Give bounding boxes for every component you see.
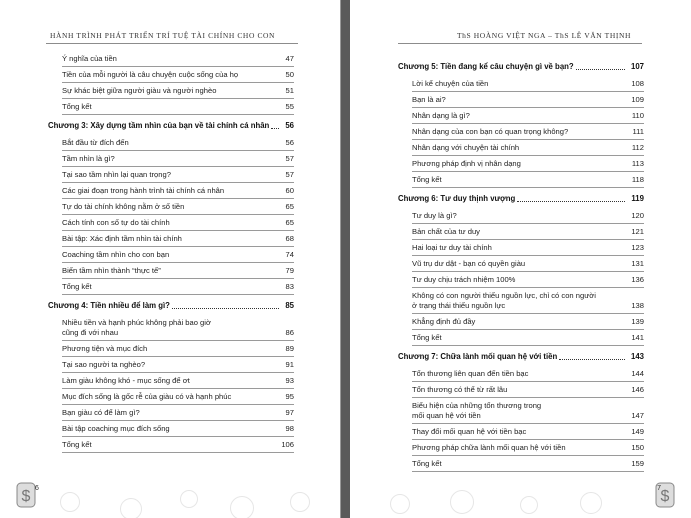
toc-item xyxy=(412,440,644,456)
item-title-cont: cũng đi với nhau xyxy=(62,328,119,337)
right-page xyxy=(350,0,691,518)
item-title: Tự do tài chính không nằm ở số tiền xyxy=(62,202,185,211)
chapter-page: 85 xyxy=(285,301,294,310)
dollar-badge-icon xyxy=(16,482,36,508)
item-title: Sự khác biệt giữa người giàu và người nghèo xyxy=(62,86,217,95)
item-title: Nhiều tiền và hạnh phúc không phải bao giờ xyxy=(62,318,211,327)
toc-chapter xyxy=(48,115,294,135)
item-title: Tổng kết xyxy=(62,102,92,111)
item-page: 113 xyxy=(631,159,644,168)
item-title: Các giai đoạn trong hành trình tài chính cá nhân xyxy=(62,186,225,195)
item-title: Tư duy là gì? xyxy=(412,211,457,220)
left-page xyxy=(0,0,341,518)
item-title: Hai loại tư duy tài chính xyxy=(412,243,492,252)
toc-item xyxy=(62,421,294,437)
toc-item xyxy=(412,272,644,288)
item-title: Nhân dạng là gì? xyxy=(412,111,470,120)
item-title: Phương pháp định vị nhân dạng xyxy=(412,159,521,168)
chapter-title: Chương 7: Chữa lành mối quan hệ với tiền xyxy=(398,352,558,361)
item-page: 141 xyxy=(631,333,644,342)
item-page: 150 xyxy=(631,443,644,452)
item-title: Tầm nhìn là gì? xyxy=(62,154,115,163)
toc-item xyxy=(62,167,294,183)
toc-item xyxy=(62,231,294,247)
item-title: Tổn thương có thể từ rất lâu xyxy=(412,385,508,394)
toc-item xyxy=(412,156,644,172)
item-page: 159 xyxy=(631,459,644,468)
item-title: Không có con người thiếu nguồn lực, chỉ có con người xyxy=(412,291,596,300)
item-title: Tổng kết xyxy=(412,175,442,184)
item-title: Tổng kết xyxy=(62,282,92,291)
toc-item xyxy=(412,240,644,256)
item-page: 93 xyxy=(285,376,294,385)
toc-item xyxy=(62,389,294,405)
item-title: Tiền của mỗi người là câu chuyện cuộc sống của họ xyxy=(62,70,239,79)
toc-item xyxy=(62,67,294,83)
coin-decoration xyxy=(0,478,340,518)
leader-dots xyxy=(576,69,625,70)
item-title: Biến tầm nhìn thành “thực tế” xyxy=(62,266,161,275)
chapter-page: 143 xyxy=(630,352,644,361)
item-title: Bạn giàu có để làm gì? xyxy=(62,408,140,417)
item-page: 79 xyxy=(285,266,294,275)
toc-item xyxy=(412,382,644,398)
item-page: 131 xyxy=(631,259,644,268)
toc-item xyxy=(412,256,644,272)
toc-chapter xyxy=(398,346,644,366)
item-page: 149 xyxy=(631,427,644,436)
toc-item xyxy=(412,224,644,240)
table-of-contents xyxy=(48,51,294,453)
item-page: 110 xyxy=(631,111,644,120)
toc-item xyxy=(412,398,644,424)
chapter-title: Chương 4: Tiền nhiều để làm gì? xyxy=(48,301,170,310)
item-title: Làm giàu không khó - mục sống để ơt xyxy=(62,376,190,385)
item-title: Tại sao người ta nghèo? xyxy=(62,360,146,369)
toc-item xyxy=(412,314,644,330)
toc-item xyxy=(412,124,644,140)
item-page: 118 xyxy=(631,175,644,184)
svg-text:$: $ xyxy=(21,488,31,505)
item-page: 65 xyxy=(285,202,294,211)
toc-item xyxy=(412,424,644,440)
toc-item xyxy=(62,99,294,115)
toc-item xyxy=(62,151,294,167)
item-title: Khẳng định đủ đầy xyxy=(412,317,476,326)
item-page: 60 xyxy=(285,186,294,195)
toc-item xyxy=(62,357,294,373)
toc-chapter xyxy=(398,56,644,76)
item-page: 139 xyxy=(631,317,644,326)
item-page: 121 xyxy=(631,227,644,236)
item-title: Vũ trụ dư dật - bạn có quyền giàu xyxy=(412,259,526,268)
chapter-title: Chương 6: Tư duy thịnh vượng xyxy=(398,194,516,203)
toc-item xyxy=(62,263,294,279)
item-title: Bản chất của tư duy xyxy=(412,227,480,236)
item-title: Thay đổi mối quan hệ với tiền bạc xyxy=(412,427,527,436)
toc-item xyxy=(412,92,644,108)
item-page: 109 xyxy=(631,95,644,104)
toc-item xyxy=(412,366,644,382)
item-page: 138 xyxy=(631,301,644,310)
header-rule xyxy=(46,43,298,44)
item-page: 57 xyxy=(285,170,294,179)
leader-dots xyxy=(517,201,625,202)
item-title: Tổn thương liên quan đến tiền bạc xyxy=(412,369,529,378)
toc-item xyxy=(412,288,644,314)
item-title-cont: mối quan hệ với tiền xyxy=(412,411,481,420)
item-title: Bắt đầu từ đích đến xyxy=(62,138,129,147)
toc-item xyxy=(412,208,644,224)
item-title: Tổng kết xyxy=(62,440,92,449)
item-page: 144 xyxy=(631,369,644,378)
toc-item xyxy=(62,247,294,263)
item-page: 146 xyxy=(631,385,644,394)
item-title: Nhân dạng với chuyện tài chính xyxy=(412,143,520,152)
item-title: Bài tập: Xác định tầm nhìn tài chính xyxy=(62,234,182,243)
coin-decoration xyxy=(350,478,691,518)
item-page: 106 xyxy=(281,440,294,449)
table-of-contents xyxy=(398,56,644,472)
item-title-cont: ở trạng thái thiếu nguồn lực xyxy=(412,301,506,310)
item-page: 51 xyxy=(285,86,294,95)
item-page: 91 xyxy=(285,360,294,369)
item-title: Phương tiện và mục đích xyxy=(62,344,148,353)
leader-dots xyxy=(559,359,625,360)
toc-item xyxy=(412,172,644,188)
item-page: 47 xyxy=(285,54,294,63)
item-page: 136 xyxy=(631,275,644,284)
item-page: 108 xyxy=(631,79,644,88)
leader-dots xyxy=(172,308,279,309)
toc-item xyxy=(62,315,294,341)
item-title: Bài tập coaching mục đích sống xyxy=(62,424,170,433)
item-title: Mục đích sống là gốc rễ của giàu có và hạnh phúc xyxy=(62,392,232,401)
item-page: 120 xyxy=(631,211,644,220)
toc-item xyxy=(412,330,644,346)
item-title: Biểu hiện của những tổn thương trong xyxy=(412,401,542,410)
toc-item xyxy=(412,108,644,124)
toc-item xyxy=(62,341,294,357)
item-page: 55 xyxy=(285,102,294,111)
chapter-page: 107 xyxy=(630,62,644,71)
page-number: 6 xyxy=(35,485,39,492)
item-title: Lời kể chuyện của tiền xyxy=(412,79,489,88)
toc-item xyxy=(62,83,294,99)
toc-item xyxy=(62,279,294,295)
item-page: 95 xyxy=(285,392,294,401)
item-title: Bạn là ai? xyxy=(412,95,446,104)
item-page: 97 xyxy=(285,408,294,417)
chapter-page: 119 xyxy=(631,194,644,203)
item-page: 147 xyxy=(631,411,644,420)
toc-chapter xyxy=(48,295,294,315)
item-page: 86 xyxy=(285,328,294,337)
toc-item xyxy=(412,140,644,156)
item-title: Coaching tầm nhìn cho con bạn xyxy=(62,250,170,259)
chapter-title: Chương 5: Tiền đang kể câu chuyện gì về bạn? xyxy=(398,62,574,71)
toc-item xyxy=(62,373,294,389)
item-page: 89 xyxy=(285,344,294,353)
item-page: 111 xyxy=(632,127,644,136)
item-title: Tư duy chịu trách nhiệm 100% xyxy=(412,275,516,284)
toc-item xyxy=(62,199,294,215)
leader-dots xyxy=(271,128,279,129)
item-title: Cách tính con số tự do tài chính xyxy=(62,218,170,227)
chapter-page: 56 xyxy=(285,121,294,130)
toc-item xyxy=(62,405,294,421)
toc-item xyxy=(62,135,294,151)
toc-item xyxy=(62,437,294,453)
running-head: ThS HOÀNG VIỆT NGA – ThS LÊ VĂN THỊNH xyxy=(456,31,631,40)
item-page: 83 xyxy=(285,282,294,291)
item-page: 50 xyxy=(285,70,294,79)
toc-item xyxy=(412,456,644,472)
item-page: 65 xyxy=(285,218,294,227)
svg-text:$: $ xyxy=(660,488,670,505)
item-page: 112 xyxy=(631,143,644,152)
item-title: Tổng kết xyxy=(412,333,442,342)
item-page: 74 xyxy=(285,250,294,259)
toc-item xyxy=(412,76,644,92)
chapter-title: Chương 3: Xây dựng tầm nhìn của bạn về tài chính cá nhân xyxy=(48,121,270,130)
item-title: Tại sao tầm nhìn lại quan trọng? xyxy=(62,170,171,179)
item-page: 57 xyxy=(285,154,294,163)
toc-item xyxy=(62,51,294,67)
item-page: 68 xyxy=(285,234,294,243)
item-title: Nhân dạng của con bạn có quan trọng không? xyxy=(412,127,569,136)
page-number: 7 xyxy=(657,485,661,492)
item-page: 123 xyxy=(631,243,644,252)
toc-chapter xyxy=(398,188,644,208)
toc-item xyxy=(62,215,294,231)
item-title: Tổng kết xyxy=(412,459,442,468)
running-head: HÀNH TRÌNH PHÁT TRIỂN TRÍ TUỆ TÀI CHÍNH CHO CON xyxy=(50,31,276,40)
item-page: 98 xyxy=(285,424,294,433)
header-rule xyxy=(398,43,642,44)
item-page: 56 xyxy=(285,138,294,147)
toc-item xyxy=(62,183,294,199)
item-title: Ý nghĩa của tiền xyxy=(62,54,117,63)
item-title: Phương pháp chữa lành mối quan hệ với tiền xyxy=(412,443,566,452)
